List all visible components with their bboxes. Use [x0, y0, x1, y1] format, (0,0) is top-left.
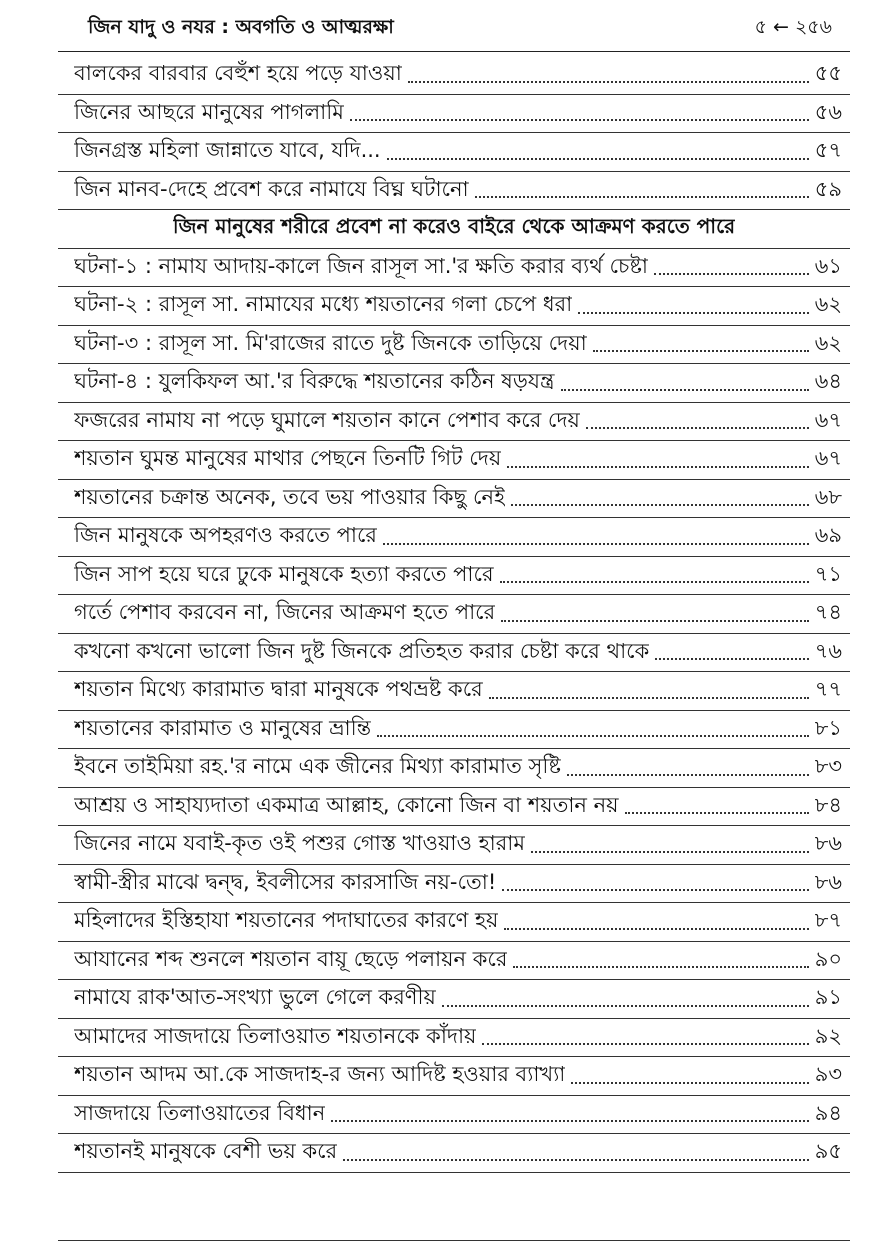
toc-entry — [58, 56, 850, 95]
toc-entry — [58, 749, 850, 788]
page-reference: ৫ ← ২৫৬ — [754, 16, 832, 38]
toc-entry-page: ৫৫ — [814, 61, 842, 86]
dot-leader — [567, 774, 809, 776]
dot-leader — [500, 581, 809, 583]
dot-leader — [593, 350, 809, 352]
toc-entry-title: শয়তানই মানুষকে বেশী ভয় করে — [74, 1139, 338, 1164]
toc-entry — [58, 672, 850, 711]
dot-leader — [502, 889, 808, 891]
toc-entry — [58, 865, 850, 904]
toc-entry-title: আমাদের সাজদায়ে তিলাওয়াত শয়তানকে কাঁদায় — [74, 1023, 477, 1048]
toc-entry-title: মহিলাদের ইস্তিহাযা শয়তানের পদাঘাতের কারণে হয় — [74, 908, 499, 933]
toc-entry-title: শয়তান ঘুমন্ত মানুষের মাথার পেছনে তিনটি গিট দেয় — [74, 446, 502, 471]
page — [58, 0, 850, 1173]
dot-leader — [531, 851, 809, 853]
toc-entry-page: ৮৭ — [814, 908, 842, 933]
toc-entry-title: ঘটনা-৪ : যুলকিফল আ.'র বিরুদ্ধে শয়তানের কঠিন ষড়যন্ত্র — [74, 369, 555, 394]
dot-leader — [655, 658, 808, 660]
toc-entry-page: ৬৯ — [814, 523, 842, 548]
toc-entry-page: ৯১ — [814, 985, 842, 1010]
toc-entry — [58, 518, 850, 557]
toc-entry-page: ৬২ — [814, 330, 842, 355]
toc-entry — [58, 249, 850, 288]
book-title: জিন যাদু ও নযর : অবগতি ও আত্মরক্ষা — [88, 16, 394, 38]
toc-entry-title: আশ্রয় ও সাহায্যদাতা একমাত্র আল্লাহ, কোনো জিন বা শয়তান নয় — [74, 792, 619, 817]
dot-leader — [442, 1005, 809, 1007]
toc-entry-page: ৭৪ — [814, 600, 842, 625]
toc-entry — [58, 711, 850, 750]
toc-entry-title: জিন মানব-দেহে প্রবেশ করে নামাযে বিঘ্ন ঘটানো — [74, 176, 469, 201]
dot-leader — [343, 1159, 809, 1161]
dot-leader — [350, 119, 809, 121]
toc-entry-title: জিন সাপ হয়ে ঘরে ঢুকে মানুষকে হত্যা করতে পারে — [74, 561, 494, 586]
toc-entry-page: ৬৭ — [814, 446, 842, 471]
toc-entry-title: ইবনে তাইমিয়া রহ.'র নামে এক জীনের মিথ্যা কারামাত সৃষ্টি — [74, 754, 562, 779]
toc-entry — [58, 942, 850, 981]
toc-entry — [58, 980, 850, 1019]
dot-leader — [507, 466, 808, 468]
toc-entry-title: শয়তান মিথ্যে কারামাত দ্বারা মানুষকে পথভ্রষ্ট করে — [74, 677, 483, 702]
dot-leader — [571, 1082, 808, 1084]
toc-entry — [58, 634, 850, 673]
toc-entry — [58, 903, 850, 942]
dot-leader — [383, 543, 809, 545]
toc-entry-title: শয়তানের চক্রান্ত অনেক, তবে ভয় পাওয়ার কিছু নেই — [74, 484, 505, 509]
cut-off-row — [58, 1240, 850, 1256]
toc-entry — [58, 788, 850, 827]
toc-entry — [58, 826, 850, 865]
toc-entry — [58, 480, 850, 519]
dot-leader — [475, 196, 809, 198]
dot-leader — [501, 620, 809, 622]
toc-entry-page: ৮৪ — [814, 792, 842, 817]
toc-entry-title: জিন মানুষের শরীরে প্রবেশ না করেও বাইরে থেকে আক্রমণ করতে পারে — [172, 214, 736, 239]
toc-entry-page: ৬১ — [814, 253, 842, 278]
toc-entry-title: জিনের নামে যবাই-কৃত ওই পশুর গোস্ত খাওয়াও হারাম — [74, 831, 526, 856]
dot-leader — [408, 81, 809, 83]
dot-leader — [504, 928, 808, 930]
running-header — [58, 0, 850, 52]
toc-entry-page: ৮১ — [814, 715, 842, 740]
toc-section-heading — [58, 210, 850, 249]
toc-entry — [58, 364, 850, 403]
dot-leader — [482, 1043, 808, 1045]
toc-entry — [58, 595, 850, 634]
toc-entry — [58, 1096, 850, 1135]
dot-leader — [561, 389, 809, 391]
toc-entry-page: ৯৫ — [814, 1139, 842, 1164]
toc-entry-page: ৬৪ — [814, 369, 842, 394]
toc-entry — [58, 1057, 850, 1096]
dot-leader — [578, 312, 808, 314]
toc-entry-title: শয়তানের কারামাত ও মানুষের ভ্রান্তি — [74, 715, 372, 740]
toc-entry-title: নামাযে রাক'আত-সংখ্যা ভুলে গেলে করণীয় — [74, 985, 436, 1010]
toc-entry — [58, 287, 850, 326]
table-of-contents — [58, 56, 850, 1173]
toc-entry — [58, 441, 850, 480]
toc-entry-title: জিনগ্রস্ত মহিলা জান্নাতে যাবে, যদি... — [74, 138, 381, 163]
dot-leader — [511, 504, 809, 506]
dot-leader — [625, 812, 809, 814]
toc-entry-page: ৭৭ — [814, 677, 842, 702]
dot-leader — [387, 158, 809, 160]
toc-entry-title: ঘটনা-৩ : রাসূল সা. মি'রাজের রাতে দুষ্ট জিনকে তাড়িয়ে দেয়া — [74, 330, 587, 355]
toc-entry-title: জিনের আছরে মানুষের পাগলামি — [74, 99, 344, 124]
toc-entry — [58, 326, 850, 365]
toc-entry-title: বালকের বারবার বেহুঁশ হয়ে পড়ে যাওয়া — [74, 61, 402, 86]
toc-entry-page: ৯২ — [814, 1023, 842, 1048]
toc-entry-page: ৫৭ — [814, 138, 842, 163]
toc-entry-title: সাজদায়ে তিলাওয়াতের বিধান — [74, 1100, 326, 1125]
toc-entry — [58, 1019, 850, 1058]
toc-entry-page: ৮৬ — [814, 869, 842, 894]
toc-entry-page: ৬২ — [814, 292, 842, 317]
toc-entry-page: ৫৯ — [814, 176, 842, 201]
dot-leader — [513, 966, 808, 968]
dot-leader — [489, 697, 809, 699]
toc-entry-page: ৭১ — [814, 561, 842, 586]
toc-entry-page: ৮৩ — [814, 754, 842, 779]
toc-entry-page: ৬৮ — [814, 484, 842, 509]
toc-entry-title: জিন মানুষকে অপহরণও করতে পারে — [74, 523, 377, 548]
dot-leader — [586, 427, 809, 429]
toc-entry — [58, 172, 850, 211]
toc-entry-page: ৮৬ — [814, 831, 842, 856]
toc-entry-page: ৯৩ — [814, 1062, 842, 1087]
toc-entry-page: ৫৬ — [814, 99, 842, 124]
toc-entry — [58, 403, 850, 442]
toc-entry-title: স্বামী-স্ত্রীর মাঝে দ্বন্দ্ব, ইবলীসের কারসাজি নয়-তো! — [74, 869, 497, 894]
toc-entry — [58, 557, 850, 596]
toc-entry-page: ৯৪ — [814, 1100, 842, 1125]
toc-entry-title: কখনো কখনো ভালো জিন দুষ্ট জিনকে প্রতিহত করার চেষ্টা করে থাকে — [74, 638, 650, 663]
toc-entry-page: ৭৬ — [814, 638, 842, 663]
toc-entry — [58, 95, 850, 134]
toc-entry-title: ফজরের নামায না পড়ে ঘুমালে শয়তান কানে পেশাব করে দেয় — [74, 407, 580, 432]
toc-entry-title: ঘটনা-১ : নামায আদায়-কালে জিন রাসূল সা.'র ক্ষতি করার ব্যর্থ চেষ্টা — [74, 253, 649, 278]
dot-leader — [331, 1120, 808, 1122]
toc-entry-page: ৯০ — [814, 946, 842, 971]
toc-entry — [58, 1134, 850, 1173]
toc-entry-title: ঘটনা-২ : রাসূল সা. নামাযের মধ্যে শয়তানের গলা চেপে ধরা — [74, 292, 573, 317]
toc-entry-page: ৬৭ — [814, 407, 842, 432]
toc-entry-title: গর্তে পেশাব করবেন না, জিনের আক্রমণ হতে পারে — [74, 600, 496, 625]
dot-leader — [654, 273, 809, 275]
toc-entry-title: আযানের শব্দ শুনলে শয়তান বায়ূ ছেড়ে পলায়ন করে — [74, 946, 508, 971]
toc-entry — [58, 133, 850, 172]
dot-leader — [377, 735, 809, 737]
toc-entry-title: শয়তান আদম আ.কে সাজদাহ-র জন্য আদিষ্ট হওয়ার ব্যাখ্যা — [74, 1062, 566, 1087]
